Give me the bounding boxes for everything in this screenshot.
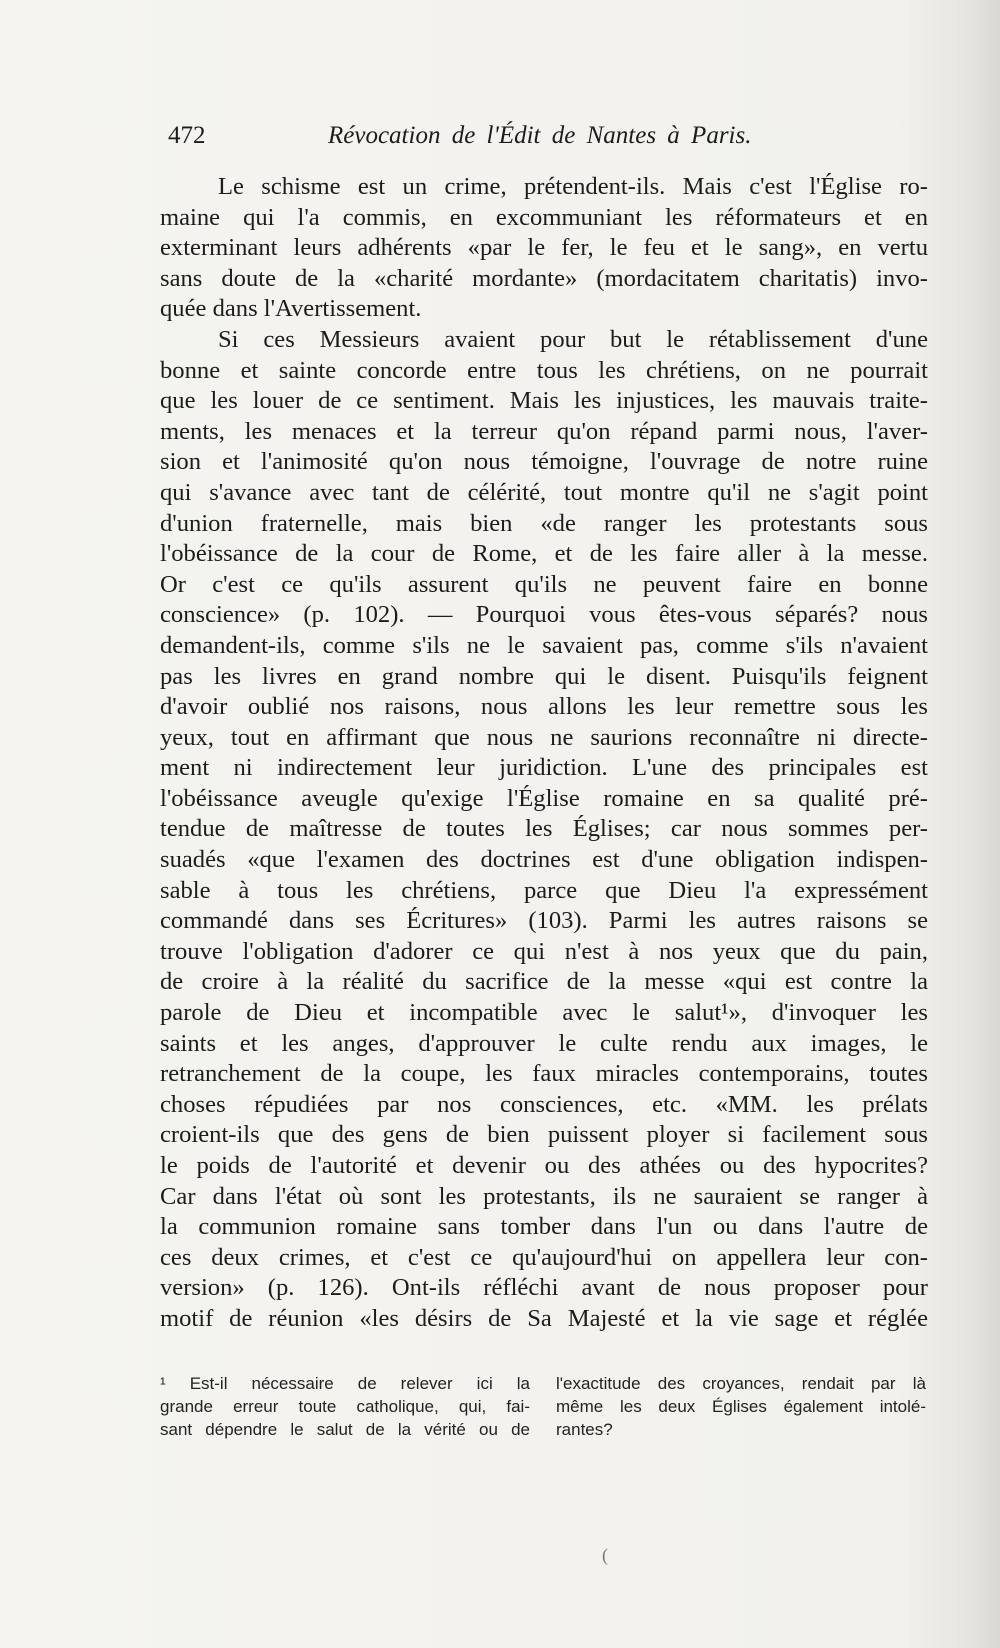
text-line: l'obéissance aveugle qu'exige l'Église romaine en sa qualité pré- [160, 784, 928, 812]
text-line: Le schisme est un crime, prétendent-ils. Mais c'est l'Église ro- [218, 173, 928, 200]
text-line: la communion romaine sans tomber dans l'un ou dans l'autre de [160, 1213, 928, 1241]
text-line: choses répudiées par nos consciences, etc. «MM. les prélats [160, 1090, 928, 1118]
running-title: Révocation de l'Édit de Nantes à Paris. [328, 122, 752, 149]
text-line: commandé dans ses Écritures» (103). Parmi les autres raisons se [160, 907, 928, 935]
footnote-line: même les deux Églises également intolé- [556, 1397, 926, 1416]
text-line: bonne et sainte concorde entre tous les chrétiens, on ne pourrait [160, 356, 928, 384]
text-line: de croire à la réalité du sacrifice de la messe «qui est contre la [160, 968, 928, 996]
text-line: retranchement de la coupe, les faux miracles contemporains, toutes [160, 1060, 928, 1088]
body-text [160, 172, 928, 1335]
text-line: ment ni indirectement leur juridiction. L'une des principales est [160, 754, 928, 782]
text-line: suadés «que l'examen des doctrines est d'une obligation indispen- [160, 846, 928, 874]
text-line: sable à tous les chrétiens, parce que Dieu l'a expressément [160, 876, 928, 904]
text-line: yeux, tout en affirmant que nous ne saurions reconnaître ni directe- [160, 723, 928, 751]
footnote-column-right [556, 1372, 926, 1441]
page-number: 472 [168, 122, 206, 149]
text-line: le poids de l'autorité et devenir ou des athées ou des hypocrites? [160, 1152, 928, 1179]
footnote-line: l'exactitude des croyances, rendait par là [556, 1374, 926, 1393]
text-line: trouve l'obligation d'adorer ce qui n'est à nos yeux que du pain, [160, 937, 928, 965]
text-line: ments, les menaces et la terreur qu'on répand parmi nous, l'aver- [160, 417, 928, 445]
text-line: l'obéissance de la cour de Rome, et de les faire aller à la messe. [160, 540, 928, 568]
footnote-line: ¹ Est-il nécessaire de relever ici la [160, 1374, 530, 1393]
text-line: sans doute de la «charité mordante» (mordacitatem charitatis) invo- [160, 264, 928, 292]
text-line: parole de Dieu et incompatible avec le salut¹», d'invoquer les [160, 999, 928, 1027]
footnote-column-left [160, 1372, 530, 1441]
text-line: que les louer de ce sentiment. Mais les injustices, les mauvais traite- [160, 387, 928, 415]
text-line: d'avoir oublié nos raisons, nous allons les leur remettre sous les [160, 693, 928, 721]
text-line: demandent-ils, comme s'ils ne le savaient pas, comme s'ils n'avaient [160, 631, 928, 659]
text-line: exterminant leurs adhérents «par le fer, le feu et le sang», en vertu [160, 234, 928, 262]
text-line: qui s'avance avec tant de célérité, tout montre qu'il ne s'agit point [160, 478, 928, 506]
text-line: Or c'est ce qu'ils assurent qu'ils ne peuvent faire en bonne [160, 570, 928, 598]
text-line: d'union fraternelle, mais bien «de ranger les protestants sous [160, 509, 928, 537]
margin-mark: ( [602, 1545, 608, 1565]
text-line: Si ces Messieurs avaient pour but le rétablissement d'une [218, 325, 928, 353]
text-line: croient-ils que des gens de bien puissent ployer si facilement sous [160, 1121, 928, 1149]
text-line: motif de réunion «les désirs de Sa Majesté et la vie sage et réglée [160, 1304, 928, 1332]
text-line: maine qui l'a commis, en excommuniant les réformateurs et en [160, 203, 928, 231]
text-line: ces deux crimes, et c'est ce qu'aujourd'hui on appellera leur con- [160, 1243, 928, 1271]
text-line: conscience» (p. 102). — Pourquoi vous êtes-vous séparés? nous [160, 601, 928, 629]
footnote-line: sant dépendre le salut de la vérité ou de [160, 1420, 530, 1439]
footnote-line: grande erreur toute catholique, qui, fai- [160, 1397, 530, 1416]
footnote-line: rantes? [556, 1420, 613, 1439]
text-line: Car dans l'état où sont les protestants, ils ne sauraient se ranger à [160, 1182, 928, 1210]
text-line: quée dans l'Avertissement. [160, 295, 422, 323]
text-line: saints et les anges, d'approuver le culte rendu aux images, le [160, 1029, 928, 1057]
running-header [168, 122, 928, 162]
text-line: tendue de maîtresse de toutes les Églises; car nous sommes per- [160, 815, 928, 843]
text-line: version» (p. 126). Ont-ils réfléchi avant de nous proposer pour [160, 1274, 928, 1302]
text-line: pas les livres en grand nombre qui le disent. Puisqu'ils feignent [160, 662, 928, 690]
text-line: sion et l'animosité qu'on nous témoigne, l'ouvrage de notre ruine [160, 448, 928, 476]
